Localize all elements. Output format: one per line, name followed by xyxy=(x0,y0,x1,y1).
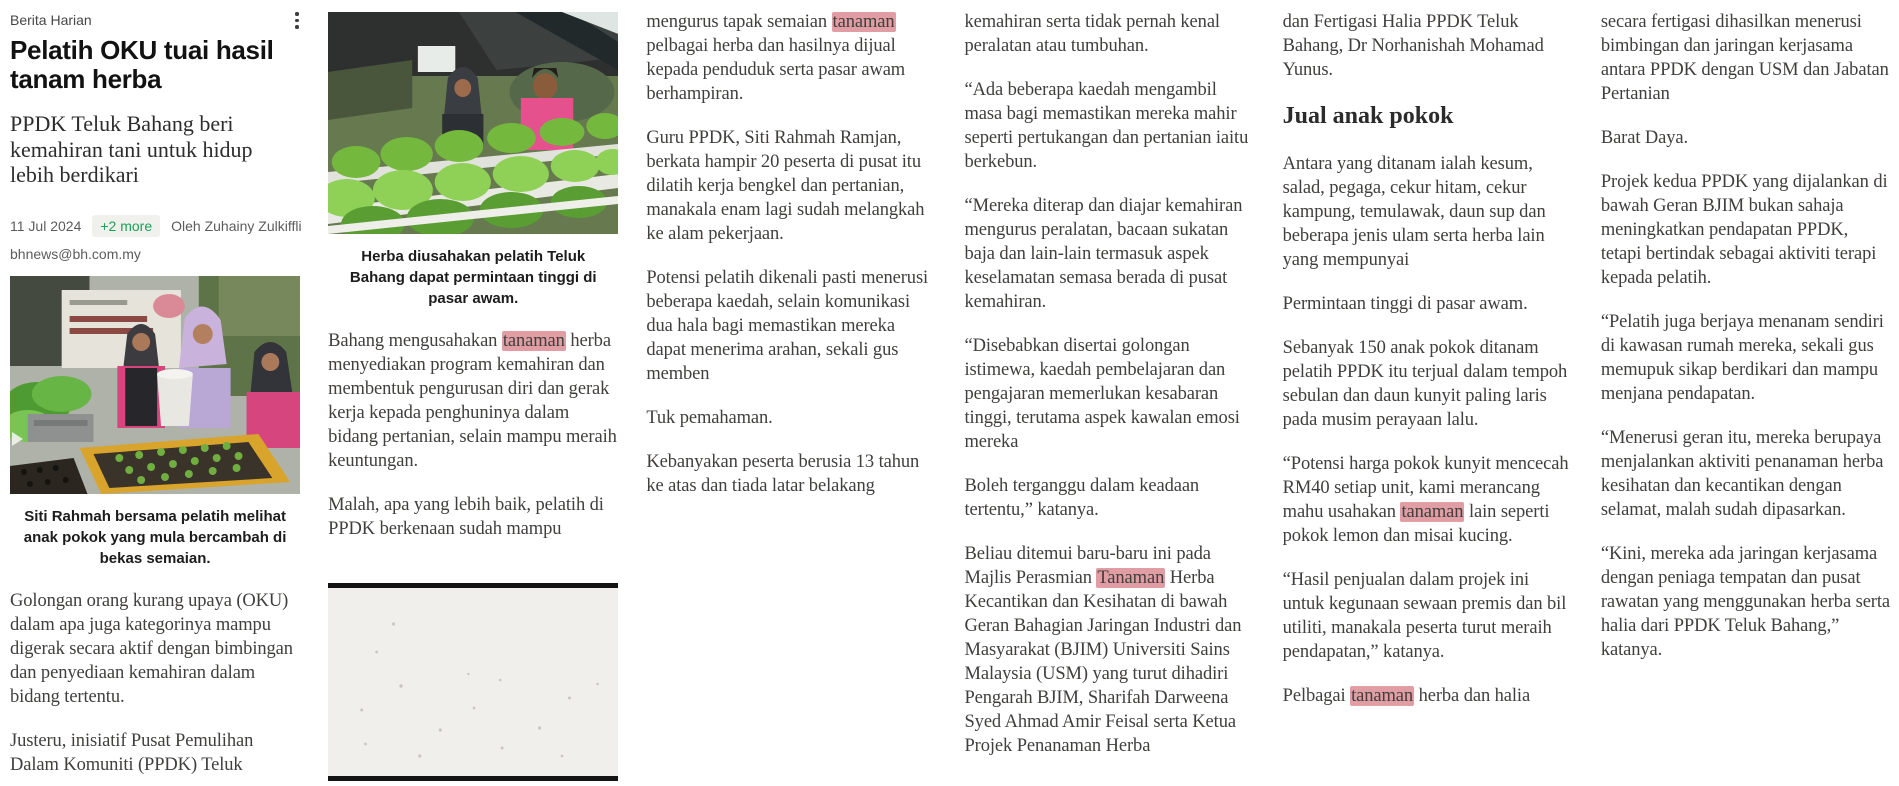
paragraph: Kebanyakan peserta berusia 13 tahun ke atas dan tiada latar belakang xyxy=(646,452,920,496)
paragraph: “Hasil penjualan dalam projek ini untuk kegunaan sewaan premis dan bil utiliti, manakala peserta turut meraih pendapatan,” katanya. xyxy=(1282,570,1567,662)
paragraph: Projek kedua PPDK yang dijalankan di bawah Geran BJIM bukan sahaja meningkatkan pendapatan PPDK, tetapi bertindak sebagai aktiviti terapi kepada pelatih. xyxy=(1600,172,1888,288)
photo-greenhouse-image xyxy=(328,12,618,234)
highlighted-term: tanaman xyxy=(502,331,565,351)
paragraph: Tuk pemahaman. xyxy=(646,408,773,428)
section-heading: Jual anak pokok xyxy=(1282,103,1454,129)
photo-caption-1: Siti Rahmah bersama pelatih melihat anak pokok yang mula bercambah di bekas semaian. xyxy=(23,507,287,567)
paragraph: “Pelatih juga berjaya menanam sendiri di kawasan rumah mereka, sekali gus memupuk sikap berdikari dan mampu menjana pendapatan. xyxy=(1600,312,1884,404)
text-segment: pelbagai herba dan hasilnya dijual kepada penduduk serta pasar awam berhampiran. xyxy=(646,36,906,104)
column-5 xyxy=(1283,10,1573,786)
text-segment: Beliau ditemui baru-baru ini pada Majlis Perasmian xyxy=(964,544,1211,588)
column-6 xyxy=(1601,10,1891,786)
play-icon xyxy=(12,432,23,446)
paragraph: Barat Daya. xyxy=(1600,128,1689,148)
photo-seedling-tray xyxy=(10,276,300,494)
photo-greenhouse xyxy=(328,12,618,234)
paragraph: dan Fertigasi Halia PPDK Teluk Bahang, Dr Norhanishah Mohamad Yunus. xyxy=(1282,12,1544,80)
photo-faint-light-image xyxy=(328,588,618,776)
paragraph: Antara yang ditanam ialah kesum, salad, pegaga, cekur hitam, cekur kampung, temulawak, daun sup dan beberapa jenis ulam serta herba lain yang mempunyai xyxy=(1282,154,1546,270)
photo-faint-light xyxy=(328,583,618,781)
paragraph: “Ada beberapa kaedah mengambil masa bagi memastikan mereka mahir seperti pertukangan dan pertanian iaitu berkebun. xyxy=(964,80,1249,172)
column-1 xyxy=(10,10,300,786)
paragraph: Golongan orang kurang upaya (OKU) dalam apa juga kategorinya mampu digerak secara aktif dengan bimbingan dan penyediaan kemahiran dalam bidang tertentu. xyxy=(10,590,293,707)
paragraph: Guru PPDK, Siti Rahmah Ramjan, berkata hampir 20 peserta di pusat itu dilatih kerja bengkel dan pertanian, manakala enam lagi sudah melangkah ke alam pekerjaan. xyxy=(646,128,925,244)
paragraph: “Kini, mereka ada jaringan kerjasama dengan peniaga tempatan dan pusat rawatan yang menggunakan herba serta halia dari PPDK Teluk Bahang,” katanya. xyxy=(1600,544,1891,660)
paragraph xyxy=(328,329,618,473)
column-4 xyxy=(964,10,1254,786)
paragraph: Permintaan tinggi di pasar awam. xyxy=(1282,294,1528,314)
paragraph: Sebanyak 150 anak pokok ditanam pelatih PPDK itu terjual dalam tempoh sebulan dan daun kunyit paling laris pada musim perayaan lalu. xyxy=(1282,338,1568,430)
byline: Oleh Zuhainy Zulkiffli xyxy=(171,217,302,234)
highlighted-term: tanaman xyxy=(1401,502,1464,522)
kebab-menu-icon[interactable] xyxy=(286,10,308,40)
highlighted-term: tanaman xyxy=(1351,686,1414,706)
article-meta xyxy=(10,215,300,237)
paragraph: Justeru, inisiatif Pusat Pemulihan Dalam Komuniti (PPDK) Teluk xyxy=(10,730,254,775)
photo-caption-2: Herba diusahakan pelatih Teluk Bahang dapat permintaan tinggi di pasar awam. xyxy=(349,248,597,307)
publish-date: 11 Jul 2024 xyxy=(10,217,82,234)
author-email: bhnews@bh.com.my xyxy=(10,245,141,262)
paragraph xyxy=(646,10,936,106)
text-segment: herba menyediakan program kemahiran dan membentuk pengurusan diri dan gerak kerja kepada penghuninya dalam bidang pertanian, selain mampu meraih keuntungan. xyxy=(328,331,617,471)
text-segment: herba dan halia xyxy=(1414,686,1531,706)
paragraph: secara fertigasi dihasilkan menerusi bimbingan dan jaringan kerjasama antara PPDK dengan USM dan Jabatan Pertanian xyxy=(1600,12,1889,104)
text-segment: Bahang mengusahakan xyxy=(328,331,502,351)
text-segment: Pelbagai xyxy=(1282,686,1351,706)
text-segment: mengurus tapak semaian xyxy=(646,12,832,32)
column-2 xyxy=(328,10,618,786)
text-segment: lain seperti pokok lemon dan misai kucing. xyxy=(1282,502,1550,546)
column-3 xyxy=(646,10,936,786)
highlighted-term: tanaman xyxy=(832,12,895,32)
publication-label: Berita Harian xyxy=(10,12,92,28)
more-dates-badge[interactable]: +2 more xyxy=(92,215,160,237)
article-title: Pelatih OKU tuai hasil tanam herba xyxy=(10,35,274,94)
text-segment: Herba Kecantikan dan Kesihatan di bawah Geran Bahagian Jaringan Industri dan Masyarakat (BJIM) Universiti Sains Malaysia (USM) yang turut dihadiri Pengarah BJIM, Sharifah Darweena Syed Ahmad Amir Feisal serta Ketua Projek Penanaman Herba xyxy=(964,568,1242,756)
paragraph: Boleh terganggu dalam keadaan tertentu,” katanya. xyxy=(964,476,1200,520)
paragraph xyxy=(964,542,1254,758)
highlighted-term: Tanaman xyxy=(1097,568,1165,588)
text-segment: “Potensi harga pokok kunyit mencecah RM40 setiap unit, kami merancang mahu usahakan xyxy=(1282,454,1569,522)
paragraph xyxy=(1283,684,1573,708)
paragraph: Malah, apa yang lebih baik, pelatih di PPDK berkenaan sudah mampu xyxy=(328,495,604,539)
paragraph: “Mereka diterap dan diajar kemahiran mengurus peralatan, bacaan sukatan baja dan lain-lain termasuk aspek keselamatan semasa berada di pusat kemahiran. xyxy=(964,196,1243,312)
paragraph: Potensi pelatih dikenali pasti menerusi beberapa kaedah, selain komunikasi dua hala bagi memastikan mereka dapat menerima arahan, sekali gus memben xyxy=(646,268,929,384)
article-subtitle: PPDK Teluk Bahang beri kemahiran tani untuk hidup lebih berdikari xyxy=(10,111,253,187)
paragraph: kemahiran serta tidak pernah kenal peralatan atau tumbuhan. xyxy=(964,12,1220,56)
photo-seedling-tray-image xyxy=(10,276,300,494)
paragraph xyxy=(1283,452,1573,548)
paragraph: “Disebabkan disertai golongan istimewa, kaedah pembelajaran dan pengajaran memerlukan kesabaran tinggi, terutama aspek kawalan emosi mereka xyxy=(964,336,1240,452)
paragraph: “Menerusi geran itu, mereka berupaya menjalankan aktiviti penanaman herba kesihatan dan kecantikan dengan selamat, malah sudah dipasarkan. xyxy=(1600,428,1884,520)
